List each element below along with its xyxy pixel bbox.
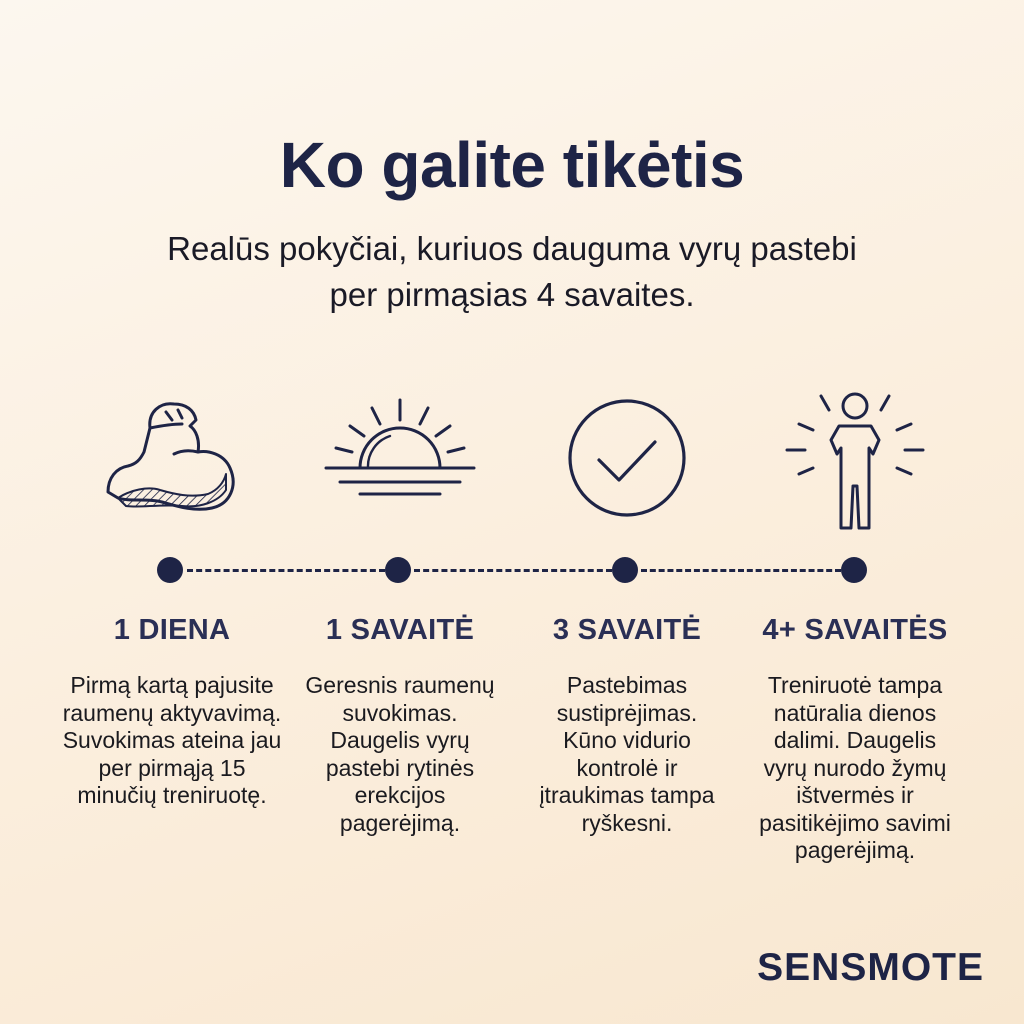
- step-label: 4+ SAVAITĖS: [762, 614, 948, 646]
- timeline-connector: [641, 569, 841, 572]
- sunrise-icon: [320, 390, 480, 540]
- step-description: Treniruotė tampa natūralia dienos dalimi. Daugelis vyrų nurodo žymų ištvermės ir pasitikėjimo savimi pagerėjimą.: [759, 672, 951, 863]
- step-description: Geresnis raumenų suvokimas. Daugelis vyrų pastebi rytinės erekcijos pagerėjimą.: [305, 672, 495, 836]
- check-circle-icon: [547, 390, 707, 540]
- timeline-dot: [385, 557, 411, 583]
- page-title: Ko galite tikėtis: [279, 129, 745, 201]
- step-label: 1 DIENA: [113, 614, 231, 646]
- timeline-dot: [157, 557, 183, 583]
- timeline-dot: [612, 557, 638, 583]
- page-subtitle: Realūs pokyčiai, kuriuos dauguma vyrų pastebi per pirmąsias 4 savaites.: [167, 230, 857, 313]
- timeline-connector: [414, 569, 612, 572]
- step-label: 3 SAVAITĖ: [552, 614, 702, 646]
- timeline-dot: [841, 557, 867, 583]
- step-description: Pirmą kartą pajusite raumenų aktyvavimą. Suvokimas ateina jau per pirmąją 15 minučių treniruotę.: [62, 672, 282, 808]
- step-description: Pastebimas sustiprėjimas. Kūno vidurio kontrolė ir įtraukimas tampa ryškesni.: [539, 672, 715, 836]
- timeline-connector: [187, 569, 385, 572]
- confident-person-icon: [775, 390, 935, 540]
- flexed-arm-icon: [90, 390, 250, 540]
- step-label: 1 SAVAITĖ: [325, 614, 475, 646]
- timeline: [0, 550, 1024, 590]
- brand-logo: SENSMOTE: [757, 946, 984, 989]
